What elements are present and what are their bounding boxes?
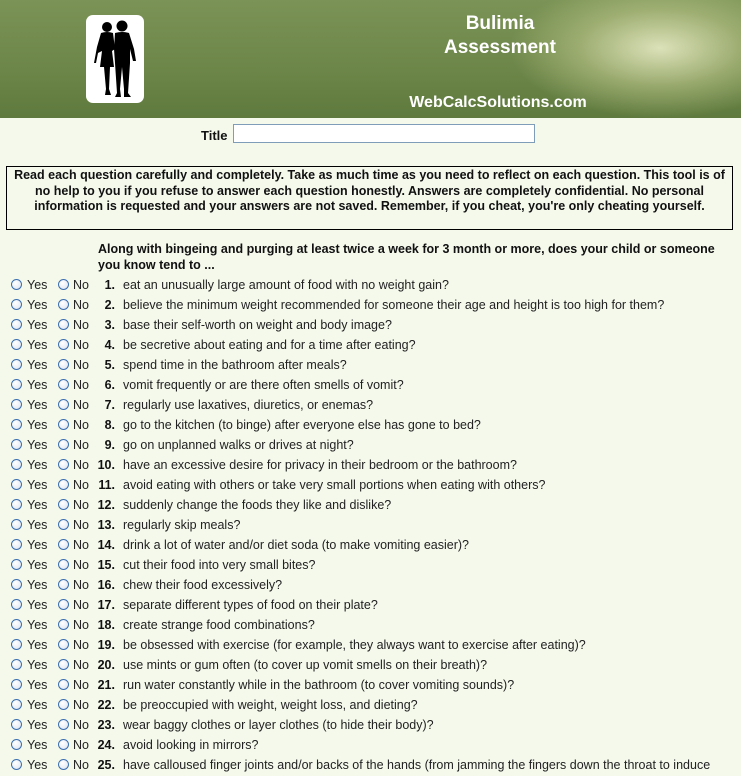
no-label[interactable]: No bbox=[73, 418, 89, 432]
question-row bbox=[0, 656, 741, 676]
question-number: 16. bbox=[97, 578, 115, 592]
question-row bbox=[0, 396, 741, 416]
question-row bbox=[0, 476, 741, 496]
no-radio[interactable] bbox=[58, 559, 69, 570]
question-text: create strange food combinations? bbox=[123, 618, 315, 632]
yes-label[interactable]: Yes bbox=[27, 518, 48, 532]
no-radio[interactable] bbox=[58, 599, 69, 610]
no-label[interactable]: No bbox=[73, 298, 89, 312]
no-radio[interactable] bbox=[58, 679, 69, 690]
no-label[interactable]: No bbox=[73, 598, 89, 612]
yes-label[interactable]: Yes bbox=[27, 578, 48, 592]
question-number: 15. bbox=[97, 558, 115, 572]
no-label[interactable]: No bbox=[73, 538, 89, 552]
yes-radio[interactable] bbox=[11, 579, 22, 590]
no-radio[interactable] bbox=[58, 639, 69, 650]
question-number: 1. bbox=[104, 278, 115, 292]
question-number: 3. bbox=[104, 318, 115, 332]
question-row bbox=[0, 416, 741, 436]
no-label[interactable]: No bbox=[73, 318, 89, 332]
question-row bbox=[0, 636, 741, 656]
question-number: 6. bbox=[104, 378, 115, 392]
question-text: wear baggy clothes or layer clothes (to hide their body)? bbox=[123, 718, 434, 732]
question-number: 19. bbox=[97, 638, 115, 652]
question-text: run water constantly while in the bathroom (to cover vomiting sounds)? bbox=[123, 678, 515, 692]
yes-label[interactable]: Yes bbox=[27, 738, 48, 752]
yes-label[interactable]: Yes bbox=[27, 538, 48, 552]
question-number: 9. bbox=[104, 438, 115, 452]
no-label[interactable]: No bbox=[73, 478, 89, 492]
no-radio[interactable] bbox=[58, 419, 69, 430]
question-number: 2. bbox=[104, 298, 115, 312]
question-number: 23. bbox=[97, 718, 115, 732]
question-text: go to the kitchen (to binge) after everyone else has gone to bed? bbox=[123, 418, 481, 432]
question-text: suddenly change the foods they like and dislike? bbox=[123, 498, 392, 512]
no-radio[interactable] bbox=[58, 379, 69, 390]
question-row bbox=[0, 676, 741, 696]
question-row bbox=[0, 356, 741, 376]
no-radio[interactable] bbox=[58, 359, 69, 370]
question-number: 24. bbox=[97, 738, 115, 752]
no-label[interactable]: No bbox=[73, 618, 89, 632]
no-radio[interactable] bbox=[58, 659, 69, 670]
question-number: 18. bbox=[97, 618, 115, 632]
yes-radio[interactable] bbox=[11, 319, 22, 330]
question-number: 10. bbox=[97, 458, 115, 472]
yes-radio[interactable] bbox=[11, 419, 22, 430]
question-row bbox=[0, 596, 741, 616]
yes-label[interactable]: Yes bbox=[27, 658, 48, 672]
no-label[interactable]: No bbox=[73, 558, 89, 572]
question-text: eat an unusually large amount of food with no weight gain? bbox=[123, 278, 449, 292]
question-number: 7. bbox=[104, 398, 115, 412]
yes-radio[interactable] bbox=[11, 639, 22, 650]
yes-label[interactable]: Yes bbox=[27, 378, 48, 392]
question-text: avoid eating with others or take very small portions when eating with others? bbox=[123, 478, 546, 492]
yes-label[interactable]: Yes bbox=[27, 498, 48, 512]
no-radio[interactable] bbox=[58, 499, 69, 510]
question-row bbox=[0, 716, 741, 736]
question-number: 14. bbox=[97, 538, 115, 552]
no-radio[interactable] bbox=[58, 279, 69, 290]
yes-label[interactable]: Yes bbox=[27, 278, 48, 292]
yes-label[interactable]: Yes bbox=[27, 438, 48, 452]
question-row bbox=[0, 696, 741, 716]
question-row bbox=[0, 576, 741, 596]
question-text: chew their food excessively? bbox=[123, 578, 283, 592]
no-radio[interactable] bbox=[58, 399, 69, 410]
question-row bbox=[0, 276, 741, 296]
couple-silhouette-icon bbox=[90, 19, 140, 99]
question-number: 12. bbox=[97, 498, 115, 512]
question-text: be obsessed with exercise (for example, they always want to exercise after eating)? bbox=[123, 638, 586, 652]
title-label: Title bbox=[201, 128, 228, 143]
no-label[interactable]: No bbox=[73, 678, 89, 692]
no-radio[interactable] bbox=[58, 539, 69, 550]
question-intro: Along with bingeing and purging at least twice a week for 3 month or more, does your child or someone you know tend to ... bbox=[98, 242, 715, 272]
yes-label[interactable]: Yes bbox=[27, 398, 48, 412]
yes-radio[interactable] bbox=[11, 379, 22, 390]
question-text: be secretive about eating and for a time after eating? bbox=[123, 338, 416, 352]
yes-label[interactable]: Yes bbox=[27, 638, 48, 652]
site-name[interactable]: WebCalcSolutions.com bbox=[409, 94, 587, 111]
yes-radio[interactable] bbox=[11, 439, 22, 450]
no-radio[interactable] bbox=[58, 319, 69, 330]
question-text: be preoccupied with weight, weight loss, and dieting? bbox=[123, 698, 418, 712]
question-row bbox=[0, 436, 741, 456]
yes-radio[interactable] bbox=[11, 719, 22, 730]
question-text: cut their food into very small bites? bbox=[123, 558, 316, 572]
question-text: avoid looking in mirrors? bbox=[123, 738, 259, 752]
logo bbox=[86, 15, 144, 103]
question-number: 8. bbox=[104, 418, 115, 432]
yes-label[interactable]: Yes bbox=[27, 718, 48, 732]
question-text: believe the minimum weight recommended for someone their age and height is too high for them? bbox=[123, 298, 665, 312]
no-label[interactable]: No bbox=[73, 738, 89, 752]
no-radio[interactable] bbox=[58, 299, 69, 310]
question-number: 5. bbox=[104, 358, 115, 372]
question-row bbox=[0, 756, 741, 776]
yes-radio[interactable] bbox=[11, 459, 22, 470]
question-text: go on unplanned walks or drives at night? bbox=[123, 438, 354, 452]
question-text: separate different types of food on their plate? bbox=[123, 598, 378, 612]
question-row bbox=[0, 376, 741, 396]
no-radio[interactable] bbox=[58, 699, 69, 710]
yes-radio[interactable] bbox=[11, 359, 22, 370]
yes-label[interactable]: Yes bbox=[27, 678, 48, 692]
no-radio[interactable] bbox=[58, 719, 69, 730]
instructions-box: Read each question carefully and completely. Take as much time as you need to reflect on each question. This tool is of no help to you if you refuse to answer each question honestly. Answers are completely confidential. No personal information is requested and your answers are not saved. Remember, if you cheat, you're only cheating yourself. bbox=[6, 166, 733, 230]
no-label[interactable]: No bbox=[73, 278, 89, 292]
yes-radio[interactable] bbox=[11, 559, 22, 570]
question-number: 20. bbox=[97, 658, 115, 672]
yes-label[interactable]: Yes bbox=[27, 318, 48, 332]
question-row bbox=[0, 456, 741, 476]
yes-label[interactable]: Yes bbox=[27, 698, 48, 712]
yes-radio[interactable] bbox=[11, 539, 22, 550]
yes-label[interactable]: Yes bbox=[27, 418, 48, 432]
question-text: vomit frequently or are there often smells of vomit? bbox=[123, 378, 404, 392]
no-label[interactable]: No bbox=[73, 718, 89, 732]
yes-radio[interactable] bbox=[11, 519, 22, 530]
yes-label[interactable]: Yes bbox=[27, 618, 48, 632]
no-label[interactable]: No bbox=[73, 758, 89, 772]
question-row bbox=[0, 496, 741, 516]
question-number: 25. bbox=[97, 758, 115, 772]
header-banner bbox=[0, 0, 741, 118]
yes-radio[interactable] bbox=[11, 599, 22, 610]
no-label[interactable]: No bbox=[73, 578, 89, 592]
yes-label[interactable]: Yes bbox=[27, 338, 48, 352]
question-text: have an excessive desire for privacy in their bedroom or the bathroom? bbox=[123, 458, 517, 472]
no-radio[interactable] bbox=[58, 759, 69, 770]
question-row bbox=[0, 616, 741, 636]
no-label[interactable]: No bbox=[73, 398, 89, 412]
no-label[interactable]: No bbox=[73, 378, 89, 392]
yes-radio[interactable] bbox=[11, 759, 22, 770]
no-radio[interactable] bbox=[58, 739, 69, 750]
no-label[interactable]: No bbox=[73, 518, 89, 532]
yes-radio[interactable] bbox=[11, 279, 22, 290]
yes-label[interactable]: Yes bbox=[27, 598, 48, 612]
no-radio[interactable] bbox=[58, 579, 69, 590]
question-number: 4. bbox=[104, 338, 115, 352]
no-label[interactable]: No bbox=[73, 658, 89, 672]
yes-radio[interactable] bbox=[11, 339, 22, 350]
no-label[interactable]: No bbox=[73, 458, 89, 472]
no-label[interactable]: No bbox=[73, 338, 89, 352]
yes-radio[interactable] bbox=[11, 499, 22, 510]
question-number: 17. bbox=[97, 598, 115, 612]
question-number: 11. bbox=[98, 478, 115, 492]
no-radio[interactable] bbox=[58, 619, 69, 630]
no-radio[interactable] bbox=[58, 479, 69, 490]
title-input[interactable] bbox=[233, 124, 535, 143]
yes-radio[interactable] bbox=[11, 619, 22, 630]
yes-label[interactable]: Yes bbox=[27, 558, 48, 572]
yes-radio[interactable] bbox=[11, 399, 22, 410]
question-row bbox=[0, 336, 741, 356]
question-row bbox=[0, 536, 741, 556]
no-radio[interactable] bbox=[58, 519, 69, 530]
no-label[interactable]: No bbox=[73, 698, 89, 712]
question-number: 22. bbox=[97, 698, 115, 712]
question-text: regularly skip meals? bbox=[123, 518, 241, 532]
question-text: have calloused finger joints and/or backs of the hands (from jamming the fingers down the throat to induce bbox=[123, 758, 711, 772]
question-text: use mints or gum often (to cover up vomit smells on their breath)? bbox=[123, 658, 488, 672]
yes-radio[interactable] bbox=[11, 299, 22, 310]
no-radio[interactable] bbox=[58, 439, 69, 450]
no-label[interactable]: No bbox=[73, 358, 89, 372]
question-number: 13. bbox=[97, 518, 115, 532]
app-title-line1: Bulimia bbox=[465, 13, 535, 34]
question-row bbox=[0, 516, 741, 536]
question-text: spend time in the bathroom after meals? bbox=[123, 358, 347, 372]
app-title-line2: Assessment bbox=[444, 37, 556, 58]
yes-label[interactable]: Yes bbox=[27, 458, 48, 472]
question-text: drink a lot of water and/or diet soda (to make vomiting easier)? bbox=[123, 538, 470, 552]
question-row bbox=[0, 316, 741, 336]
question-text: regularly use laxatives, diuretics, or enemas? bbox=[123, 398, 374, 412]
no-label[interactable]: No bbox=[73, 498, 89, 512]
yes-label[interactable]: Yes bbox=[27, 358, 48, 372]
no-radio[interactable] bbox=[58, 339, 69, 350]
no-radio[interactable] bbox=[58, 459, 69, 470]
question-row bbox=[0, 736, 741, 756]
yes-radio[interactable] bbox=[11, 739, 22, 750]
yes-radio[interactable] bbox=[11, 659, 22, 670]
yes-label[interactable]: Yes bbox=[27, 758, 48, 772]
question-row bbox=[0, 296, 741, 316]
no-label[interactable]: No bbox=[73, 438, 89, 452]
yes-label[interactable]: Yes bbox=[27, 478, 48, 492]
question-text: base their self-worth on weight and body image? bbox=[123, 318, 392, 332]
yes-radio[interactable] bbox=[11, 479, 22, 490]
yes-radio[interactable] bbox=[11, 679, 22, 690]
question-row bbox=[0, 556, 741, 576]
yes-label[interactable]: Yes bbox=[27, 298, 48, 312]
question-number: 21. bbox=[97, 678, 115, 692]
no-label[interactable]: No bbox=[73, 638, 89, 652]
yes-radio[interactable] bbox=[11, 699, 22, 710]
